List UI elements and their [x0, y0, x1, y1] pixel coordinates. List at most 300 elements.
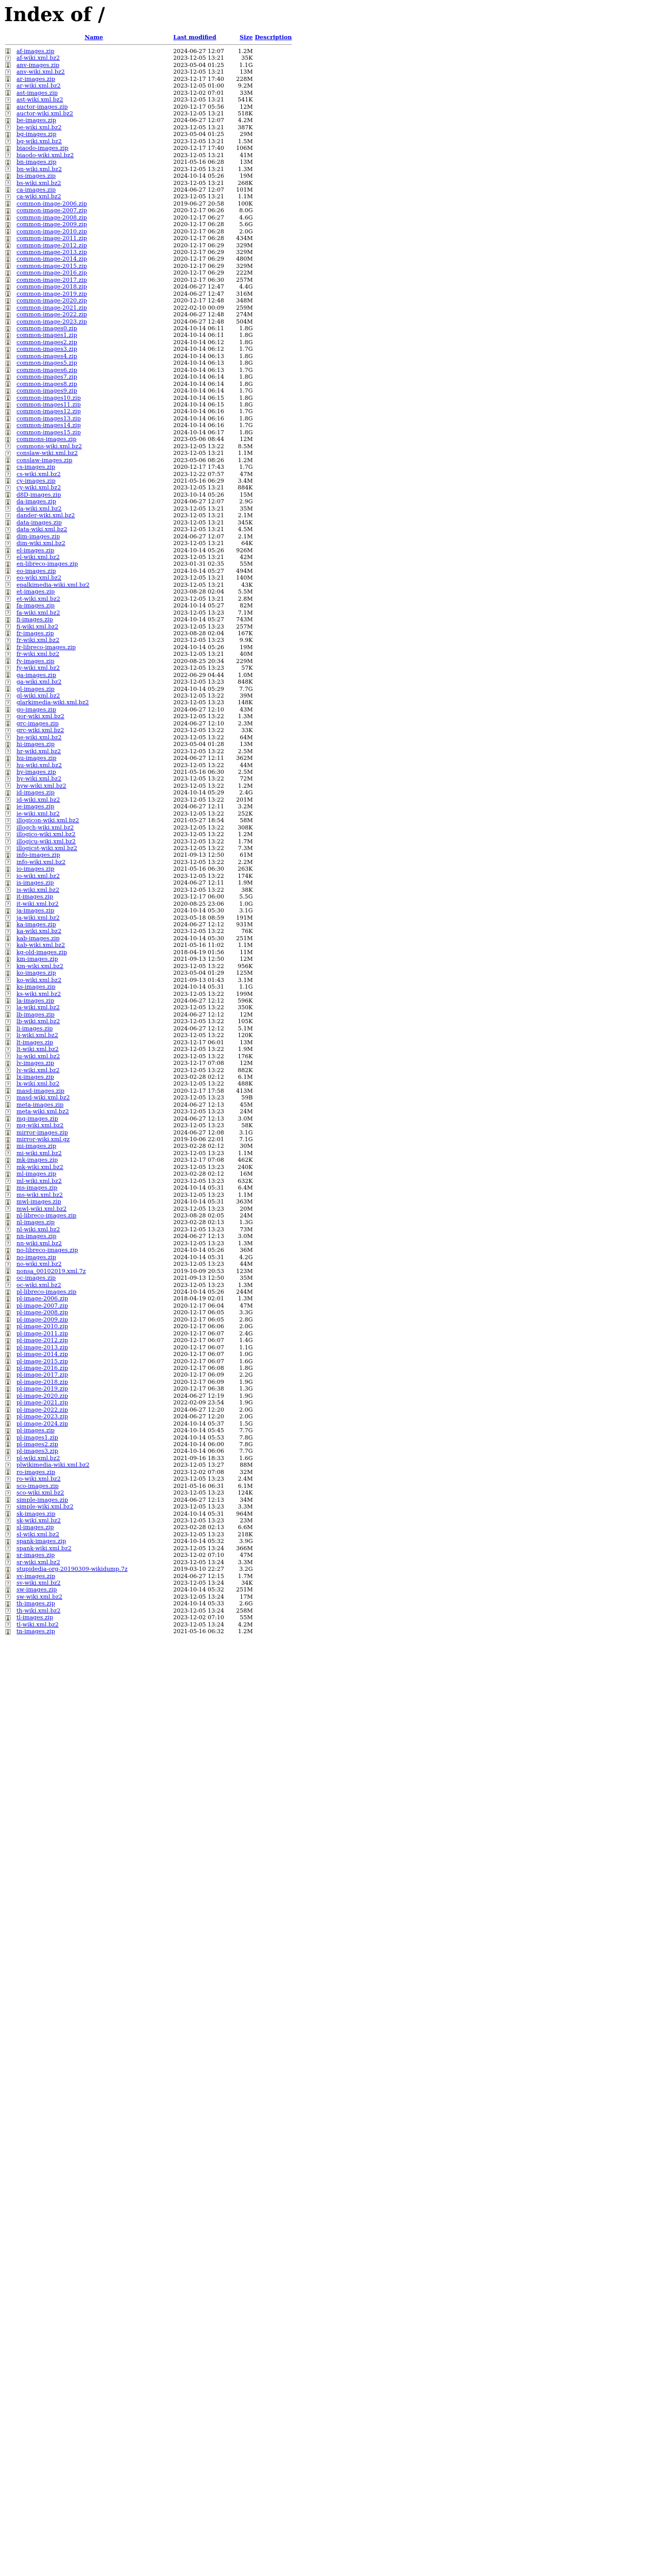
- file-link[interactable]: bn-wiki.xml.bz2: [16, 165, 62, 173]
- file-link[interactable]: lt-images.zip: [16, 1039, 54, 1046]
- file-name-cell: [16, 977, 173, 984]
- file-link[interactable]: da-images.zip: [16, 498, 56, 505]
- file-link[interactable]: be-wiki.xml.bz2: [16, 124, 62, 131]
- file-link[interactable]: pl-image-2016.zip: [16, 1364, 68, 1371]
- file-link[interactable]: fa-images.zip: [16, 602, 55, 609]
- svg-text:?: ?: [7, 735, 9, 740]
- file-link[interactable]: common-image-2019.zip: [16, 290, 87, 297]
- file-link[interactable]: dander-wiki.xml.bz2: [16, 512, 75, 519]
- file-link[interactable]: pl-images1.zip: [16, 1434, 58, 1441]
- file-link[interactable]: is-images.zip: [16, 879, 54, 887]
- file-link[interactable]: meta-images.zip: [16, 1101, 64, 1108]
- file-link[interactable]: en-libreco-images.zip: [16, 561, 78, 568]
- file-link[interactable]: common-images11.zip: [16, 401, 81, 408]
- file-link[interactable]: ka-wiki.xml.bz2: [16, 928, 62, 935]
- file-link[interactable]: ca-images.zip: [16, 186, 56, 193]
- file-link[interactable]: go-images.zip: [16, 706, 56, 713]
- file-size-cell: 2.9G: [239, 498, 253, 505]
- file-link[interactable]: info-images.zip: [16, 852, 60, 859]
- file-link[interactable]: ca-wiki.xml.bz2: [16, 193, 61, 200]
- file-link[interactable]: sv-wiki.xml.bz2: [16, 1580, 61, 1587]
- file-link[interactable]: illogicu-wiki.xml.bz2: [16, 838, 76, 845]
- file-link[interactable]: la-wiki.xml.bz2: [16, 1004, 60, 1011]
- file-name-cell: [16, 96, 173, 103]
- description-cell: [255, 582, 294, 588]
- file-link[interactable]: lx-wiki.xml.bz2: [16, 1080, 60, 1088]
- file-link[interactable]: gl-wiki.xml.bz2: [16, 692, 60, 700]
- file-link[interactable]: illogch-wiki.xml.bz2: [16, 824, 74, 831]
- last-modified-cell: 2020-12-17 06:29: [173, 262, 224, 269]
- file-link[interactable]: is-wiki.xml.bz2: [16, 886, 59, 893]
- file-link[interactable]: no-libreco-images.zip: [16, 1247, 78, 1254]
- file-link[interactable]: th-wiki.xml.bz2: [16, 1607, 61, 1614]
- file-link[interactable]: af-images.zip: [16, 47, 55, 55]
- file-link[interactable]: nl-images.zip: [16, 1219, 55, 1226]
- description-cell: [255, 1268, 294, 1275]
- file-link[interactable]: sl-wiki.xml.bz2: [16, 1531, 59, 1538]
- file-link[interactable]: ms-images.zip: [16, 1184, 58, 1192]
- last-modified-cell: 2021-09-16 18:33: [173, 1454, 224, 1462]
- file-link[interactable]: pl-image-2024.zip: [16, 1420, 68, 1427]
- file-link[interactable]: cy-images.zip: [16, 477, 56, 484]
- file-link[interactable]: fr-libreco-images.zip: [16, 643, 76, 651]
- file-link[interactable]: lb-images.zip: [16, 1011, 55, 1018]
- file-link[interactable]: ast-images.zip: [16, 89, 58, 96]
- table-row: [5, 824, 294, 831]
- file-link[interactable]: et-wiki.xml.bz2: [16, 595, 60, 602]
- file-link[interactable]: sr-wiki.xml.bz2: [16, 1558, 60, 1566]
- file-link[interactable]: pl-image-2021.zip: [16, 1399, 68, 1406]
- description-cell: [255, 914, 294, 921]
- file-link[interactable]: sco-images.zip: [16, 1482, 59, 1489]
- file-link[interactable]: da-wiki.xml.bz2: [16, 505, 62, 512]
- file-link[interactable]: el-images.zip: [16, 547, 55, 554]
- file-link[interactable]: common-images1.zip: [16, 332, 77, 339]
- file-link[interactable]: hu-wiki.xml.bz2: [16, 761, 62, 769]
- file-link[interactable]: common-image-2023.zip: [16, 318, 87, 325]
- file-link[interactable]: dim-wiki.xml.bz2: [16, 540, 65, 547]
- file-icon-cell: [5, 256, 16, 262]
- file-link[interactable]: common-image-2012.zip: [16, 242, 87, 249]
- file-name-cell: [16, 339, 173, 346]
- file-link[interactable]: common-image-2016.zip: [16, 269, 87, 277]
- file-link[interactable]: common-image-2011.zip: [16, 235, 87, 242]
- file-size-cell: 201M: [236, 796, 253, 803]
- description-cell: [255, 311, 294, 318]
- file-link[interactable]: oc-images.zip: [16, 1275, 56, 1282]
- file-link[interactable]: id-images.zip: [16, 789, 55, 796]
- file-link[interactable]: common-image-2014.zip: [16, 256, 87, 263]
- file-link[interactable]: pl-libreco-images.zip: [16, 1289, 77, 1295]
- file-link[interactable]: epalkimedia-wiki.xml.bz2: [16, 581, 90, 588]
- file-link[interactable]: simple-wiki.xml.bz2: [16, 1503, 74, 1511]
- file-link[interactable]: common-images3.zip: [16, 346, 77, 353]
- file-link[interactable]: ml-wiki.xml.bz2: [16, 1177, 62, 1184]
- file-icon-cell: [5, 526, 16, 533]
- file-link[interactable]: sr-images.zip: [16, 1552, 55, 1559]
- file-link[interactable]: meta-wiki.xml.bz2: [16, 1108, 69, 1115]
- last-modified-cell: 2024-10-14 05:30: [173, 935, 224, 942]
- file-link[interactable]: d8D-images.zip: [16, 491, 61, 498]
- file-link[interactable]: hr-wiki.xml.bz2: [16, 748, 61, 755]
- file-link[interactable]: li-wiki.xml.bz2: [16, 1032, 58, 1039]
- file-link[interactable]: pl-image-2011.zip: [16, 1330, 68, 1337]
- file-link[interactable]: it-wiki.xml.bz2: [16, 900, 59, 907]
- file-link[interactable]: masd-images.zip: [16, 1087, 64, 1094]
- file-link[interactable]: pl-image-2007.zip: [16, 1302, 68, 1309]
- file-link[interactable]: tl-images.zip: [16, 1614, 54, 1621]
- last-modified-cell: 2023-05-06 08:26: [173, 456, 224, 464]
- page-title: Index of /: [4, 3, 105, 26]
- file-link[interactable]: ar-wiki.xml.bz2: [16, 82, 61, 90]
- file-link[interactable]: et-images.zip: [16, 588, 55, 596]
- file-link[interactable]: anv-images.zip: [16, 61, 60, 69]
- file-link[interactable]: data-wiki.xml.bz2: [16, 526, 68, 533]
- file-link[interactable]: hyw-wiki.xml.bz2: [16, 782, 67, 789]
- file-link[interactable]: stupidedia-org-20190309-wikidump.7z: [16, 1566, 128, 1573]
- file-size-cell: 1.7G: [239, 366, 253, 374]
- file-link[interactable]: pl-image-2022.zip: [16, 1406, 68, 1413]
- file-link[interactable]: illogico-wiki.xml.bz2: [16, 831, 76, 838]
- table-row: [5, 492, 294, 498]
- file-link[interactable]: km-wiki.xml.bz2: [16, 962, 63, 970]
- file-icon-cell: [5, 1295, 16, 1302]
- file-link[interactable]: lt-wiki.xml.bz2: [16, 1046, 59, 1053]
- file-link[interactable]: plwikimedia-wiki.xml.bz2: [16, 1462, 90, 1469]
- file-link[interactable]: mk-wiki.xml.bz2: [16, 1163, 63, 1171]
- file-icon-cell: [5, 561, 16, 567]
- file-link[interactable]: pl-image-2006.zip: [16, 1295, 68, 1302]
- file-link[interactable]: common-image-2013.zip: [16, 249, 87, 256]
- file-name-cell: [16, 1393, 173, 1399]
- file-link[interactable]: hi-images.zip: [16, 741, 55, 748]
- file-link[interactable]: fr-wiki.xml.bz2: [16, 651, 60, 658]
- last-modified-cell: 2020-12-17 06:07: [173, 1344, 224, 1351]
- description-cell: [255, 824, 294, 831]
- file-link[interactable]: commons-images.zip: [16, 436, 77, 443]
- file-size-cell: 4.6G: [239, 214, 253, 221]
- file-link[interactable]: common-images5.zip: [16, 360, 77, 367]
- file-link[interactable]: li-images.zip: [16, 1025, 53, 1032]
- file-link[interactable]: hu-images.zip: [16, 755, 57, 762]
- file-link[interactable]: common-images10.zip: [16, 394, 81, 401]
- file-link[interactable]: pl-image-2023.zip: [16, 1413, 68, 1420]
- file-link[interactable]: mi-images.zip: [16, 1143, 57, 1150]
- file-link[interactable]: el-wiki.xml.bz2: [16, 553, 60, 561]
- file-link[interactable]: common-images12.zip: [16, 408, 81, 415]
- file-link[interactable]: ie-images.zip: [16, 803, 55, 810]
- file-link[interactable]: common-image-2022.zip: [16, 311, 87, 318]
- file-link[interactable]: mwl-wiki.xml.bz2: [16, 1205, 67, 1212]
- file-name-cell: [16, 443, 173, 450]
- description-cell: [255, 991, 294, 997]
- file-link[interactable]: common-image-2018.zip: [16, 283, 87, 291]
- table-row: [5, 367, 294, 374]
- file-link[interactable]: sw-images.zip: [16, 1586, 57, 1594]
- file-link[interactable]: pl-image-2010.zip: [16, 1323, 68, 1330]
- file-link[interactable]: pl-images.zip: [16, 1427, 55, 1434]
- file-link[interactable]: fi-wiki.xml.bz2: [16, 623, 59, 630]
- table-row: [5, 214, 294, 221]
- file-link[interactable]: kab-wiki.xml.bz2: [16, 942, 65, 949]
- file-link[interactable]: ka-images.zip: [16, 921, 56, 928]
- file-link[interactable]: mirror-images.zip: [16, 1129, 68, 1136]
- file-link[interactable]: cy-wiki.xml.bz2: [16, 484, 61, 492]
- file-link[interactable]: illogicon-wiki.xml.bz2: [16, 817, 79, 824]
- svg-text:?: ?: [7, 680, 9, 685]
- description-cell: [255, 138, 294, 145]
- file-link[interactable]: km-images.zip: [16, 956, 58, 963]
- file-link[interactable]: ks-images.zip: [16, 984, 56, 991]
- last-modified-cell: 2021-05-27 18:54: [173, 817, 224, 824]
- sort-by-name-link[interactable]: Name: [85, 34, 103, 41]
- file-link[interactable]: nonsa_00102019.xml.7z: [16, 1267, 86, 1275]
- file-link[interactable]: common-image-2021.zip: [16, 304, 87, 311]
- file-size-cell: 7.8G: [239, 1440, 253, 1448]
- file-link[interactable]: pl-image-2018.zip: [16, 1378, 68, 1385]
- file-link[interactable]: common-images0.zip: [16, 325, 77, 332]
- file-link[interactable]: ie-wiki.xml.bz2: [16, 810, 60, 817]
- file-link[interactable]: fa-wiki.xml.bz2: [16, 609, 60, 616]
- file-link[interactable]: pl-image-2017.zip: [16, 1371, 68, 1379]
- table-row: [5, 505, 294, 512]
- file-link[interactable]: kg-old-images.zip: [16, 948, 67, 956]
- file-link[interactable]: auctor-images.zip: [16, 103, 68, 110]
- file-link[interactable]: anv-wiki.xml.bz2: [16, 69, 65, 76]
- file-link[interactable]: cs-images.zip: [16, 464, 56, 471]
- file-link[interactable]: common-image-2020.zip: [16, 297, 87, 304]
- file-link[interactable]: grc-images.zip: [16, 720, 59, 727]
- file-icon-cell: [5, 824, 16, 831]
- file-link[interactable]: pl-images3.zip: [16, 1448, 58, 1455]
- file-link[interactable]: bg-images.zip: [16, 131, 57, 138]
- archive-icon: [5, 415, 11, 422]
- file-link[interactable]: masd-wiki.xml.bz2: [16, 1094, 70, 1101]
- file-name-cell: [16, 422, 173, 429]
- file-link[interactable]: pl-image-2012.zip: [16, 1337, 68, 1344]
- file-link[interactable]: mi-wiki.xml.bz2: [16, 1149, 62, 1157]
- file-link[interactable]: ks-wiki.xml.bz2: [16, 990, 61, 997]
- file-link[interactable]: common-images6.zip: [16, 366, 77, 374]
- file-link[interactable]: ko-wiki.xml.bz2: [16, 976, 62, 984]
- file-link[interactable]: common-image-2017.zip: [16, 276, 87, 283]
- file-link[interactable]: th-images.zip: [16, 1600, 55, 1607]
- file-link[interactable]: common-image-2010.zip: [16, 228, 87, 235]
- archive-icon: [5, 263, 11, 269]
- file-link[interactable]: bs-wiki.xml.bz2: [16, 179, 61, 187]
- file-link[interactable]: pl-image-2019.zip: [16, 1385, 68, 1393]
- file-link[interactable]: common-images13.zip: [16, 415, 81, 422]
- file-link[interactable]: common-images9.zip: [16, 387, 77, 395]
- unknown-file-icon: [5, 152, 11, 159]
- file-link[interactable]: pl-image-2009.zip: [16, 1316, 68, 1323]
- file-link[interactable]: ko-images.zip: [16, 970, 56, 977]
- file-link[interactable]: data-images.zip: [16, 519, 62, 526]
- file-link[interactable]: nn-wiki.xml.bz2: [16, 1240, 62, 1247]
- description-cell: [255, 1503, 294, 1510]
- file-link[interactable]: nl-wiki.xml.bz2: [16, 1226, 60, 1233]
- file-link[interactable]: cs-wiki.xml.bz2: [16, 470, 61, 478]
- file-link[interactable]: ga-images.zip: [16, 671, 56, 679]
- file-size-cell: 1.1G: [239, 1344, 253, 1351]
- file-link[interactable]: common-images2.zip: [16, 338, 77, 346]
- file-link[interactable]: be-images.zip: [16, 117, 56, 124]
- file-link[interactable]: ast-wiki.xml.bz2: [16, 96, 63, 104]
- file-name-cell: [16, 997, 173, 1004]
- file-link[interactable]: tl-wiki.xml.bz2: [16, 1621, 59, 1628]
- file-link[interactable]: nl-libreco-images.zip: [16, 1212, 77, 1219]
- file-link[interactable]: no-images.zip: [16, 1253, 56, 1261]
- file-link[interactable]: ja-images.zip: [16, 907, 55, 914]
- file-link[interactable]: ml-images.zip: [16, 1171, 57, 1178]
- file-link[interactable]: auctor-wiki.xml.bz2: [16, 110, 73, 117]
- file-link[interactable]: sk-wiki.xml.bz2: [16, 1517, 61, 1524]
- description-cell: [255, 887, 294, 893]
- file-link[interactable]: eo-wiki.xml.bz2: [16, 574, 61, 582]
- description-cell: [255, 207, 294, 214]
- file-link[interactable]: common-image-2008.zip: [16, 214, 87, 221]
- file-link[interactable]: hy-images.zip: [16, 769, 56, 776]
- file-link[interactable]: nn-images.zip: [16, 1233, 57, 1240]
- sort-by-size-link[interactable]: Size: [239, 34, 253, 41]
- file-link[interactable]: common-images8.zip: [16, 380, 77, 387]
- file-size-cell: 596K: [238, 997, 253, 1004]
- file-link[interactable]: lb-wiki.xml.bz2: [16, 1018, 60, 1025]
- file-link[interactable]: dim-images.zip: [16, 533, 60, 540]
- file-link[interactable]: sw-wiki.xml.bz2: [16, 1593, 62, 1600]
- file-link[interactable]: ro-wiki.xml.bz2: [16, 1476, 61, 1483]
- file-link[interactable]: ms-wiki.xml.bz2: [16, 1191, 63, 1198]
- file-link[interactable]: tn-images.zip: [16, 1628, 55, 1635]
- file-link[interactable]: common-images15.zip: [16, 429, 81, 436]
- file-link[interactable]: io-wiki.xml.bz2: [16, 872, 60, 879]
- file-link[interactable]: sk-images.zip: [16, 1510, 56, 1517]
- file-link[interactable]: la-images.zip: [16, 997, 55, 1004]
- file-link[interactable]: mg-images.zip: [16, 1115, 58, 1122]
- file-name-cell: [16, 1122, 173, 1129]
- file-link[interactable]: pl-image-2013.zip: [16, 1344, 68, 1351]
- file-link[interactable]: spank-wiki.xml.bz2: [16, 1545, 72, 1552]
- file-link[interactable]: conslaw-images.zip: [16, 456, 73, 464]
- file-link[interactable]: simple-images.zip: [16, 1496, 68, 1503]
- description-cell: [255, 1323, 294, 1330]
- file-link[interactable]: common-images7.zip: [16, 374, 77, 381]
- file-link[interactable]: bg-wiki.xml.bz2: [16, 138, 62, 145]
- file-link[interactable]: af-wiki.xml.bz2: [16, 55, 60, 62]
- file-link[interactable]: mk-images.zip: [16, 1157, 58, 1164]
- svg-text:?: ?: [7, 84, 9, 89]
- file-link[interactable]: gl-images.zip: [16, 685, 55, 692]
- file-link[interactable]: fi-images.zip: [16, 616, 53, 623]
- file-link[interactable]: pl-wiki.xml.bz2: [16, 1454, 60, 1462]
- file-link[interactable]: pl-images2.zip: [16, 1440, 58, 1448]
- file-link[interactable]: lu-wiki.xml.bz2: [16, 1053, 60, 1060]
- file-link[interactable]: glarkimedia-wiki.xml.bz2: [16, 699, 89, 706]
- file-link[interactable]: io-images.zip: [16, 866, 55, 873]
- last-modified-cell: 2020-12-17 06:38: [173, 1385, 224, 1393]
- file-link[interactable]: illogicst-wiki.xml.bz2: [16, 845, 77, 852]
- file-link[interactable]: fr-wiki.xml.bz2: [16, 637, 60, 644]
- file-link[interactable]: conslaw-wiki.xml.bz2: [16, 450, 78, 457]
- file-link[interactable]: bs-images.zip: [16, 173, 56, 180]
- file-link[interactable]: ar-images.zip: [16, 75, 56, 82]
- file-link[interactable]: fr-images.zip: [16, 630, 54, 637]
- file-link[interactable]: fy-wiki.xml.bz2: [16, 665, 60, 672]
- file-link[interactable]: fy-images.zip: [16, 657, 55, 665]
- file-link[interactable]: common-image-2006.zip: [16, 200, 87, 207]
- file-name-cell: [16, 1441, 173, 1448]
- file-icon-cell: [5, 1337, 16, 1344]
- table-row: [5, 187, 294, 193]
- file-link[interactable]: gor-wiki.xml.bz2: [16, 713, 64, 720]
- sort-by-modified-link[interactable]: Last modified: [173, 34, 217, 41]
- file-link[interactable]: biaodo-wiki.xml.bz2: [16, 151, 74, 159]
- sort-by-description-link[interactable]: Description: [255, 34, 292, 41]
- file-link[interactable]: common-images14.zip: [16, 422, 81, 429]
- file-link[interactable]: mwl-images.zip: [16, 1198, 61, 1206]
- file-size-cell: 1.9M: [238, 879, 253, 887]
- file-icon-cell: [5, 1379, 16, 1385]
- table-row: [5, 443, 294, 450]
- file-link[interactable]: sv-images.zip: [16, 1572, 56, 1580]
- file-link[interactable]: common-image-2015.zip: [16, 262, 87, 269]
- file-icon-cell: [5, 644, 16, 651]
- file-link[interactable]: lv-images.zip: [16, 1060, 55, 1067]
- file-link[interactable]: pl-image-2008.zip: [16, 1309, 68, 1316]
- file-link[interactable]: id-wiki.xml.bz2: [16, 796, 60, 803]
- file-link[interactable]: mirror-wiki.xml.gz: [16, 1136, 70, 1143]
- file-link[interactable]: eo-images.zip: [16, 567, 56, 574]
- file-link[interactable]: ro-images.zip: [16, 1468, 56, 1476]
- file-link[interactable]: common-image-2009.zip: [16, 221, 87, 228]
- table-row: [5, 526, 294, 533]
- file-link[interactable]: ga-wiki.xml.bz2: [16, 679, 62, 686]
- file-icon-cell: [5, 741, 16, 748]
- file-link[interactable]: info-wiki.xml.bz2: [16, 858, 66, 866]
- file-link[interactable]: pl-image-2020.zip: [16, 1392, 68, 1399]
- file-link[interactable]: grc-wiki.xml.bz2: [16, 727, 64, 734]
- archive-icon: [5, 1413, 11, 1420]
- table-row: [5, 984, 294, 990]
- file-link[interactable]: pl-image-2014.zip: [16, 1351, 68, 1358]
- file-link[interactable]: lv-wiki.xml.bz2: [16, 1066, 60, 1074]
- file-link[interactable]: oc-wiki.xml.bz2: [16, 1281, 61, 1289]
- file-icon-cell: [5, 679, 16, 685]
- file-link[interactable]: it-images.zip: [16, 893, 54, 901]
- file-link[interactable]: mg-wiki.xml.bz2: [16, 1122, 64, 1129]
- file-link[interactable]: pl-image-2015.zip: [16, 1358, 68, 1365]
- description-cell: [255, 242, 294, 249]
- file-link[interactable]: sco-wiki.xml.bz2: [16, 1489, 64, 1497]
- last-modified-cell: 2024-06-27 12:07: [173, 186, 224, 193]
- file-link[interactable]: hy-wiki.xml.bz2: [16, 775, 62, 783]
- description-cell: [255, 457, 294, 464]
- file-link[interactable]: common-image-2007.zip: [16, 207, 87, 214]
- file-link[interactable]: spank-images.zip: [16, 1538, 67, 1545]
- file-link[interactable]: biaodo-images.zip: [16, 145, 69, 152]
- file-link[interactable]: sl-images.zip: [16, 1524, 54, 1531]
- last-modified-cell: 2022-02-09 23:54: [173, 1399, 224, 1406]
- file-link[interactable]: commons-wiki.xml.bz2: [16, 443, 82, 450]
- file-link[interactable]: bn-images.zip: [16, 159, 57, 166]
- table-row: [5, 1067, 294, 1074]
- file-link[interactable]: common-images4.zip: [16, 352, 77, 360]
- file-link[interactable]: ja-wiki.xml.bz2: [16, 914, 60, 921]
- file-link[interactable]: he-wiki.xml.bz2: [16, 734, 62, 741]
- file-link[interactable]: no-wiki.xml.bz2: [16, 1261, 62, 1268]
- file-link[interactable]: lx-images.zip: [16, 1073, 54, 1080]
- file-link[interactable]: kab-images.zip: [16, 935, 60, 942]
